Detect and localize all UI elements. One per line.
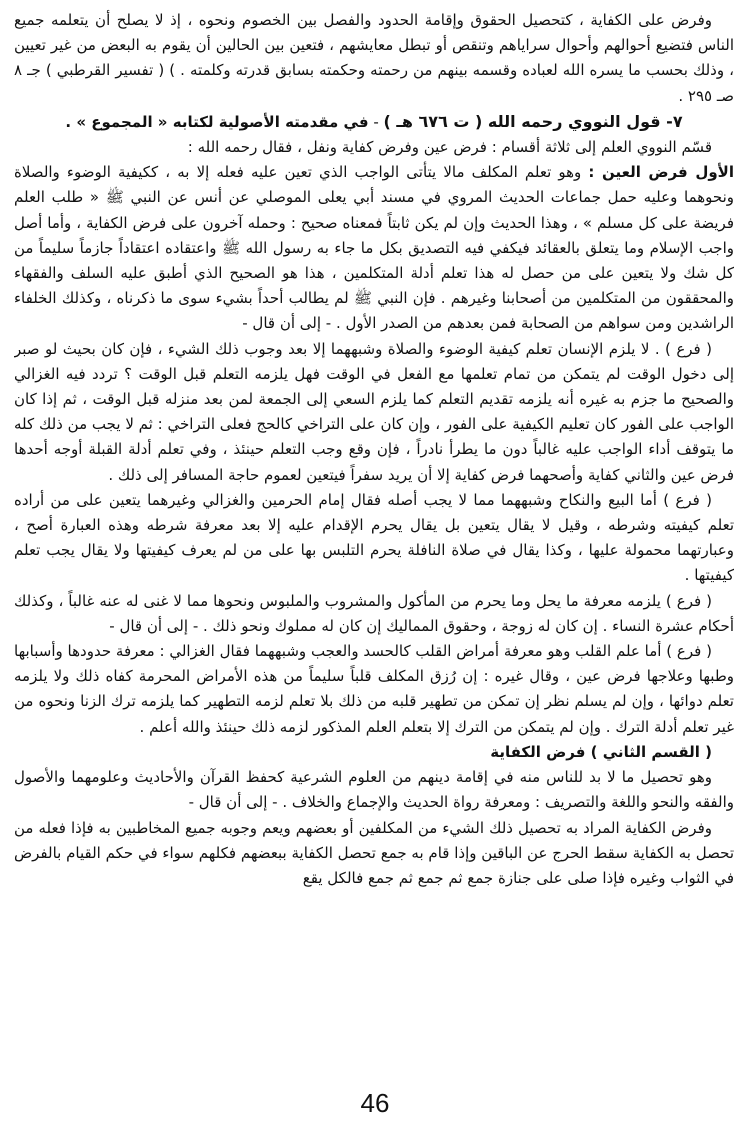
heading-source: في مقدمته الأصولية لكتابه « المجموع » . xyxy=(65,112,369,131)
paragraph-far-4 xyxy=(14,639,734,740)
section-heading-nawawi xyxy=(14,109,734,135)
fard-ayn-text: وهو تعلم المكلف مالا يتأتى الواجب الذي تعين عليه فعله إلا به ، ككيفية الوضوء والصلاة ونحوهما وعليه حمل جماعات الحديث المروي في مسند أبي يعلى الموصلي عن أنس عن النبي ﷺ « طلب العلم فريضة على كل مسلم » ، وهذا الحديث وإن لم يكن ثابتاً فمعناه صحيح : وحمله آخرون على فرض الكفاية ، وأما أصل واجب الإسلام وما يتعلق بالعقائد فيكفي فيه التصديق بكل ما جاء به رسول الله ﷺ واعتقاده اعتقاداً جازماً سليماً من كل شك ولا يتعين على من حصل له هذا تعلم أدلة المتكلمين ، هذا هو الصحيح الذي أطبق عليه السلف والفقهاء والمحققون من المتكلمين من أصحابنا وغيرهم . فإن النبي ﷺ لم يطالب أحداً بشيء سوى ما ذكرناه ، وكذلك الخلفاء الراشدين ومن سواهم من الصحابة فمن بعدهم من الصدر الأول . - إلى أن قال - xyxy=(14,163,734,333)
paragraph-far-1: ( فرع ) . لا يلزم الإنسان تعلم كيفية الوضوء والصلاة وشبههما إلا بعد وجوب ذلك الشيء ، فإن كان بحيث لو صبر إلى دخول الوقت لم يتمكن من تمام تعلمها مع الفعل في الوقت فهل يلزمه التعلم قبل الوقت ؟ تردد فيه الغزالي والصحيح ما جزم به غيره أنه يلزمه تقديم التعلم كما يلزم السعي إلى الجمعة لمن بعد منزله قبل الوقت ، ثم إذا كان الواجب على الفور كان تعليم الكيفية على الفور ، وإن كان على التراخي كالحج فعلى التراخي : ثم لا يجب من ذلك كله ما يتوقف أداء الواجب عليه غالباً دون ما يطرأ نادراً ، فإن وقع وجب التعلم حينئذ ، وفي تعلم أدلة القبلة أوجه أحدها فرض عين والثاني كفاية وأصحهما فرض كفاية إلا أن يريد سفراً فيتعين لعموم حاجة المسافر إلى ذلك . xyxy=(14,339,734,484)
page-number: 46 xyxy=(360,1088,390,1118)
far-2-label: ( فرع ) أما البيع والنكاح وشبههما مما لا يجب أصله xyxy=(387,490,712,509)
paragraph-far-3: ( فرع ) يلزمه معرفة ما يحل وما يحرم من المأكول والمشروب والملبوس ونحوها مما لا غنى له عنه غالباً ، وكذلك أحكام عشرة النساء . إن كان له زوجة ، وحقوق المماليك إن كان له مملوك ونحو ذلك . - إلى أن قال - xyxy=(14,591,734,635)
heading-text: - xyxy=(368,112,379,131)
far-4-text: فقال الغزالي : معرفة حدودها وأسبابها وطبها وعلاجها فرض عين ، وقال غيره : إن رُزق المكلف قلباً سليماً من هذه الأمراض المحرمة كفاه ذلك ولا يلزمه تعلم دوائها ، وإن لم يسلم نظر إن تمكن من تطهير قلبه من ذلك بلا تعلم لزمه التطهير كما يلزمه ترك الزنا ونحوه من غير تعلم أدلة الترك . وإن لم يتمكن من الترك إلا بتعلم العلم المذكور لزمه ذلك حينئذ والله أعلم . xyxy=(14,642,734,736)
heading-label: ٧- قول النووي رحمه الله ( ت ٦٧٦ هـ ) xyxy=(383,111,683,131)
paragraph-intro: قسّم النووي العلم إلى ثلاثة أقسام : فرض عين وفرض كفاية ونفل ، فقال رحمه الله : xyxy=(187,138,712,157)
paragraph-section-two: وهو تحصيل ما لا بد للناس منه في إقامة دينهم من العلوم الشرعية كحفظ القرآن والأحاديث وعلومهما والأصول والفقه والنحو واللغة والتصريف : ومعرفة رواة الحديث والإجماع والخلاف . - إلى أن قال - xyxy=(14,768,734,812)
document-page xyxy=(14,8,734,1068)
paragraph-far-2 xyxy=(14,488,734,589)
paragraph-fard-ayn xyxy=(14,160,734,336)
fard-ayn-label: الأول فرض العين : xyxy=(588,163,734,182)
paragraph-last: وفرض الكفاية المراد به تحصيل ذلك الشيء من المكلفين أو بعضهم ويعم وجوبه جميع المخاطبين به فإذا فعله من تحصل به الكفاية سقط الحرج عن الباقين وإذا قام به جمع تحصل الكفاية ببعضهم فكلهم سواء في حكم القيام بالفرض في الثواب وغيره فإذا صلى على جنازة جمع ثم جمع ثم جمع فالكل يقع xyxy=(14,818,734,887)
far-4-label: ( فرع ) أما علم القلب وهو معرفة أمراض القلب كالحسد والعجب وشبههما xyxy=(254,642,712,661)
far-2-text: فقال إمام الحرمين والغزالي وغيرهما يتعين على من أراده تعلم كيفيته وشرطه ، وقيل لا يقال يتعين بل يقال يحرم الإقدام عليه إلا بعد معرفة شرطه وهذه العبارة أصح ، وعبارتهما محمولة عليها ، وكذا يقال في صلاة النافلة يحرم التلبس بها على من لم يعرف كيفيتها ولا يقال يجب تعلم كيفيتها . xyxy=(14,490,734,585)
paragraph-fard-kifaya: وفرض على الكفاية ، كتحصيل الحقوق وإقامة الحدود والفصل بين الخصوم ونحوه ، إذ لا يصلح أن يتعلمه جميع الناس فتضيع أحوالهم وأحوال سراياهم وتنقص أو تبطل معايشهم ، فتعين بين الحالين أن يقوم به البعض من غير تعيين ، وذلك بحسب ما يسره الله لعباده وقسمه بينهم من رحمته وحكمته بسابق قدرته وكلمته . ) ( تفسير القرطبي ) جـ ٨ صـ ٢٩٥ . xyxy=(14,11,734,105)
section-two-title: ( القسم الثاني ) فرض الكفاية xyxy=(490,742,712,761)
